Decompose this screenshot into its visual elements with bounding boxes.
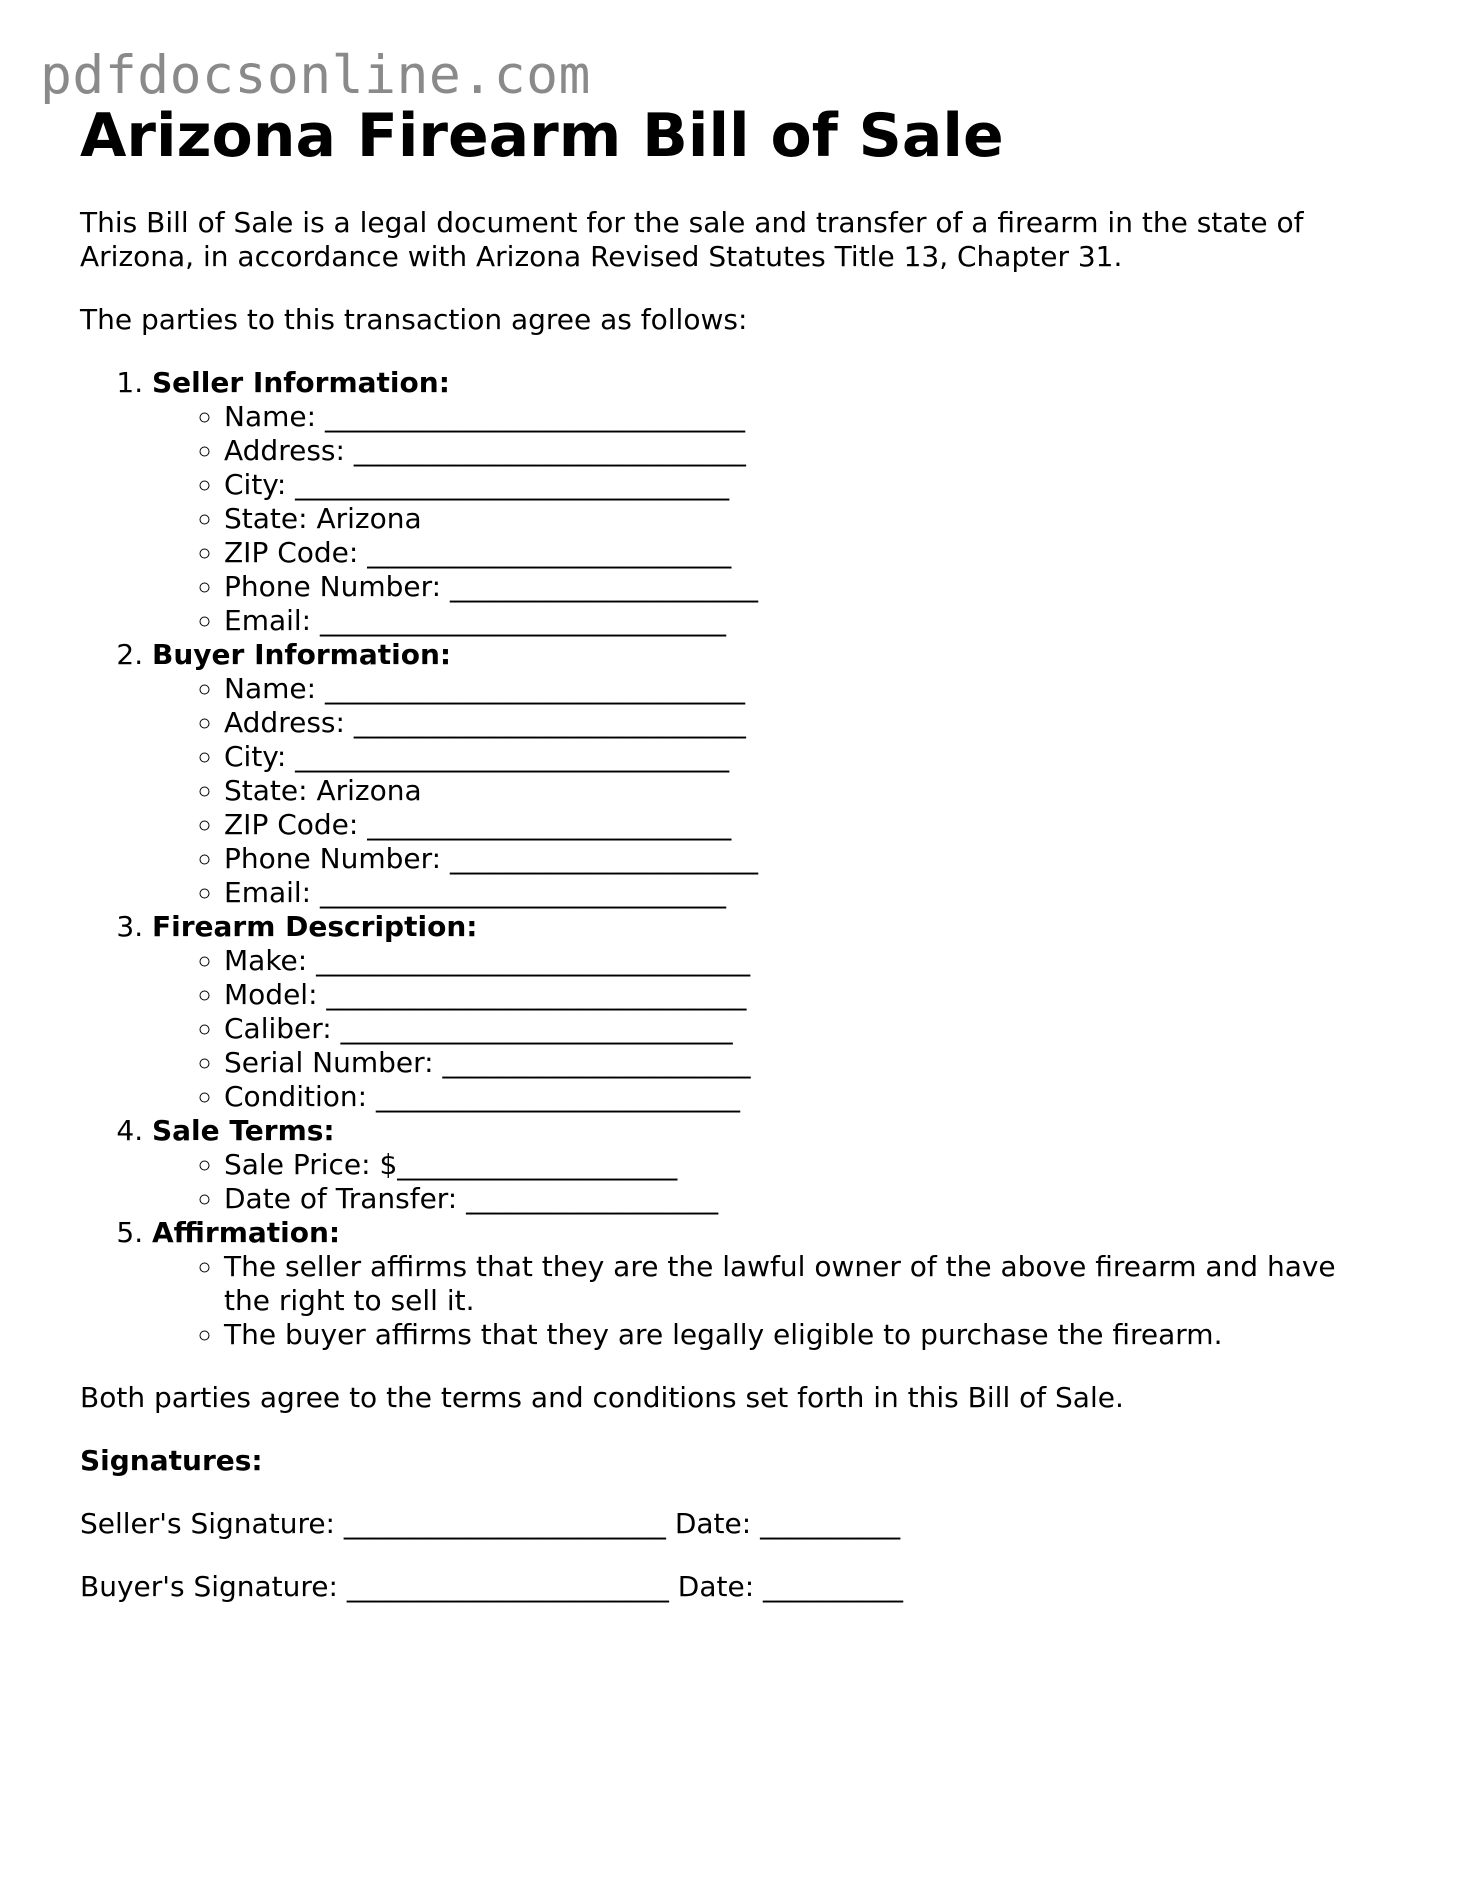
seller-address-field: ◦ Address: ____________________________: [224, 434, 1380, 468]
buyer-signature-field: Buyer's Signature: _______________________: [80, 1570, 669, 1603]
buyer-fields: [152, 672, 1380, 910]
seller-state-field: ◦ State: Arizona: [224, 502, 1380, 536]
buyer-address-field: ◦ Address: ____________________________: [224, 706, 1380, 740]
seller-affirmation: ◦ The seller affirms that they are the lawful owner of the above firearm and have the right to sell it.: [224, 1250, 1380, 1318]
buyer-state-field: ◦ State: Arizona: [224, 774, 1380, 808]
sale-price-field: ◦ Sale Price: $____________________: [224, 1148, 1380, 1182]
parties-intro: The parties to this transaction agree as follows:: [80, 303, 748, 336]
section-seller: [152, 366, 1380, 638]
section-title: Seller Information:: [152, 366, 450, 399]
watermark: pdfdocsonline.com: [40, 45, 591, 106]
seller-name-field: ◦ Name: ______________________________: [224, 400, 1380, 434]
seller-phone-field: ◦ Phone Number: ______________________: [224, 570, 1380, 604]
seller-zip-field: ◦ ZIP Code: __________________________: [224, 536, 1380, 570]
section-firearm: [152, 910, 1380, 1114]
seller-signature-field: Seller's Signature: _______________________: [80, 1507, 666, 1540]
buyer-date-field: Date: __________: [677, 1570, 904, 1603]
firearm-condition-field: ◦ Condition: __________________________: [224, 1080, 1380, 1114]
seller-email-field: ◦ Email: _____________________________: [224, 604, 1380, 638]
section-affirmation: [152, 1216, 1380, 1352]
agreement-statement: Both parties agree to the terms and conditions set forth in this Bill of Sale.: [80, 1381, 1124, 1414]
document-title: Arizona Firearm Bill of Sale: [80, 101, 1004, 171]
transfer-date-field: ◦ Date of Transfer: __________________: [224, 1182, 1380, 1216]
section-buyer: [152, 638, 1380, 910]
buyer-email-field: ◦ Email: _____________________________: [224, 876, 1380, 910]
signatures-heading: Signatures:: [80, 1444, 263, 1477]
buyer-phone-field: ◦ Phone Number: ______________________: [224, 842, 1380, 876]
firearm-caliber-field: ◦ Caliber: ____________________________: [224, 1012, 1380, 1046]
buyer-zip-field: ◦ ZIP Code: __________________________: [224, 808, 1380, 842]
section-title: Sale Terms:: [152, 1114, 335, 1147]
section-title: Affirmation:: [152, 1216, 341, 1249]
affirmation-items: [152, 1250, 1380, 1352]
section-title: Firearm Description:: [152, 910, 478, 943]
sale-terms-fields: [152, 1148, 1380, 1216]
firearm-model-field: ◦ Model: ______________________________: [224, 978, 1380, 1012]
firearm-make-field: ◦ Make: _______________________________: [224, 944, 1380, 978]
section-sale-terms: [152, 1114, 1380, 1216]
seller-fields: [152, 400, 1380, 638]
sections-list: [80, 366, 1380, 1352]
buyer-city-field: ◦ City: _______________________________: [224, 740, 1380, 774]
section-title: Buyer Information:: [152, 638, 452, 671]
buyer-signature-line: [80, 1570, 1380, 1604]
firearm-serial-field: ◦ Serial Number: ______________________: [224, 1046, 1380, 1080]
buyer-name-field: ◦ Name: ______________________________: [224, 672, 1380, 706]
firearm-fields: [152, 944, 1380, 1114]
intro-paragraph: This Bill of Sale is a legal document for the sale and transfer of a firearm in the state of Arizona, in accordance with Arizona Revised Statutes Title 13, Chapter 31.: [80, 206, 1304, 273]
document-body: [80, 206, 1380, 1633]
seller-signature-line: [80, 1507, 1380, 1541]
seller-date-field: Date: __________: [674, 1507, 901, 1540]
seller-city-field: ◦ City: _______________________________: [224, 468, 1380, 502]
buyer-affirmation: ◦ The buyer affirms that they are legally eligible to purchase the firearm.: [224, 1318, 1380, 1352]
